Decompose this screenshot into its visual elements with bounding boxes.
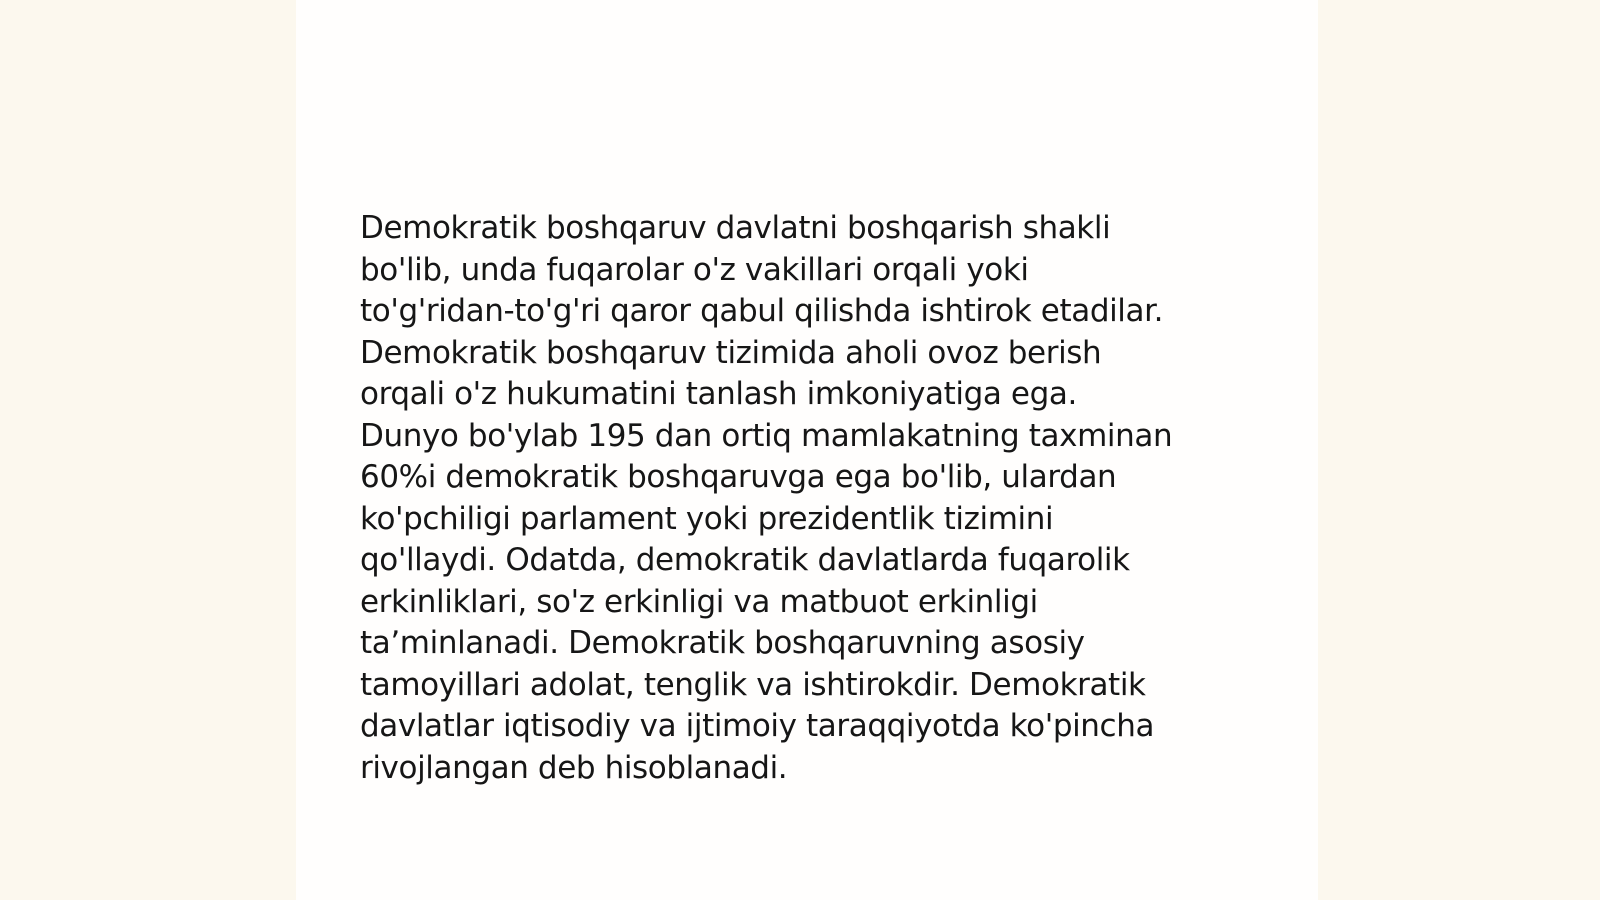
paragraph-line: tamoyillari adolat, tenglik va ishtirokdir. Demokratik xyxy=(360,666,1146,703)
paragraph-line: davlatlar iqtisodiy va ijtimoiy taraqqiyotda ko'pincha xyxy=(360,708,1155,744)
paragraph-line: Demokratik boshqaruv tizimida aholi ovoz berish xyxy=(360,334,1102,371)
paragraph-line: erkinliklari, so'z erkinligi va matbuot erkinligi xyxy=(360,583,1038,620)
paragraph-line: 60%i demokratik boshqaruvga ega bo'lib, ulardan xyxy=(360,459,1117,495)
body-paragraph xyxy=(360,208,1260,789)
paragraph-line: bo'lib, unda fuqarolar o'z vakillari orqali yoki xyxy=(360,251,1029,288)
paragraph-line: rivojlangan deb hisoblanadi. xyxy=(360,749,788,786)
paragraph-line: Demokratik boshqaruv davlatni boshqarish shakli xyxy=(360,210,1111,246)
paragraph-line: ta’minlanadi. Demokratik boshqaruvning asosiy xyxy=(360,625,1085,661)
paragraph-line: ko'pchiligi parlament yoki prezidentlik tizimini xyxy=(360,500,1054,537)
paragraph-line: to'g'ridan-to'g'ri qaror qabul qilishda ishtirok etadilar. xyxy=(360,293,1164,329)
document-page xyxy=(296,0,1318,900)
paragraph-line: Dunyo bo'ylab 195 dan ortiq mamlakatning taxminan xyxy=(360,417,1173,454)
paragraph-line: orqali o'z hukumatini tanlash imkoniyatiga ega. xyxy=(360,376,1077,412)
paragraph-line: qo'llaydi. Odatda, demokratik davlatlarda fuqarolik xyxy=(360,542,1130,578)
